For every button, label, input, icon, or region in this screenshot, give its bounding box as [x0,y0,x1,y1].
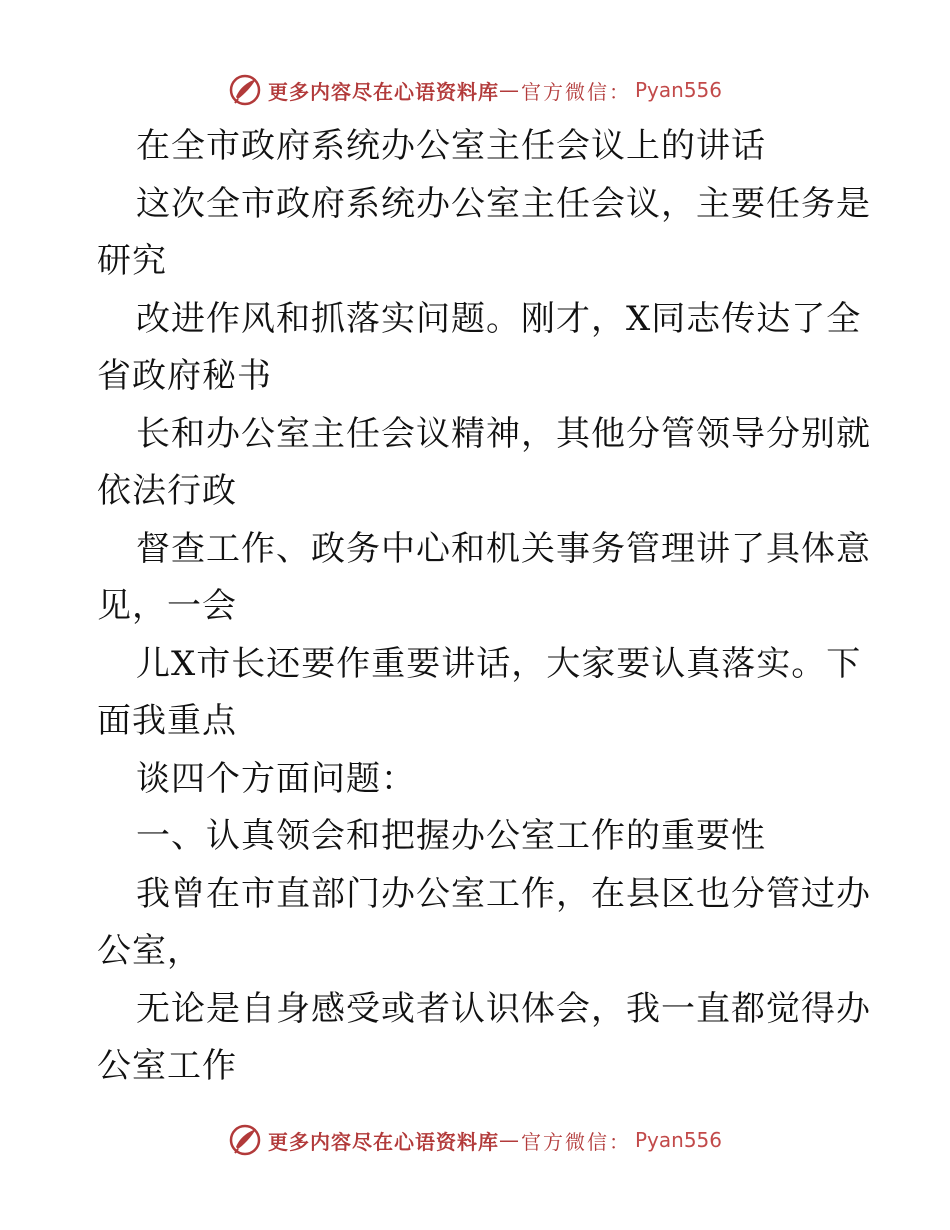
banner-wechat-id: Pyan556 [634,1128,722,1152]
text-line [97,118,857,176]
line-text: 公室， [97,931,202,971]
line-text: 无论是自身感受或者认识体会，我一直都觉得办 [136,988,871,1029]
quill-pen-logo-icon [228,1123,262,1157]
document-body [97,118,871,1096]
banner-wechat-label: 官方微信： [520,79,631,104]
text-line [97,636,862,694]
banner-wechat-id: Pyan556 [634,78,722,102]
line-text: 省政府秘书 [97,356,272,396]
text-line [97,693,857,751]
text-line [97,521,871,579]
text-line [97,463,857,521]
banner-separator: — [498,78,519,102]
text-line [97,1038,857,1096]
text-line [97,176,871,234]
line-text: 改进作风和抓落实问题。刚才，X同志传达了全 [136,298,862,339]
line-text: 我曾在市直部门办公室工作，在县区也分管过办 [136,873,871,914]
banner-main-text: 更多内容尽在心语资料库 [267,1129,499,1154]
header-watermark-banner [0,70,950,110]
text-line [97,751,857,809]
line-text: 谈四个方面问题： [136,758,416,799]
text-line [97,406,871,464]
banner-main-text: 更多内容尽在心语资料库 [267,79,499,104]
banner-wechat-label: 官方微信： [520,1129,631,1154]
text-line [97,348,857,406]
line-text: 依法行政 [97,471,237,511]
text-line [97,923,857,981]
text-line [97,808,857,866]
text-line [97,578,857,636]
line-text: 长和办公室主任会议精神，其他分管领导分别就 [136,413,871,454]
banner-separator: — [498,1128,519,1152]
line-text: 一、认真领会和把握办公室工作的重要性 [136,816,766,856]
text-line [97,981,871,1039]
line-text: 督查工作、政务中心和机关事务管理讲了具体意 [136,528,871,569]
line-text: 研究 [97,241,167,281]
line-text: 见，一会 [97,586,237,626]
line-text: 这次全市政府系统办公室主任会议，主要任务是 [136,183,871,224]
line-text: 在全市政府系统办公室主任会议上的讲话 [136,126,766,166]
footer-watermark-banner [0,1120,950,1160]
text-line [97,233,857,291]
text-line [97,291,862,349]
quill-pen-logo-icon [228,73,262,107]
line-text: 儿X市长还要作重要讲话，大家要认真落实。下 [136,643,862,684]
text-line [97,866,871,924]
line-text: 面我重点 [97,701,237,741]
line-text: 公室工作 [97,1046,237,1086]
